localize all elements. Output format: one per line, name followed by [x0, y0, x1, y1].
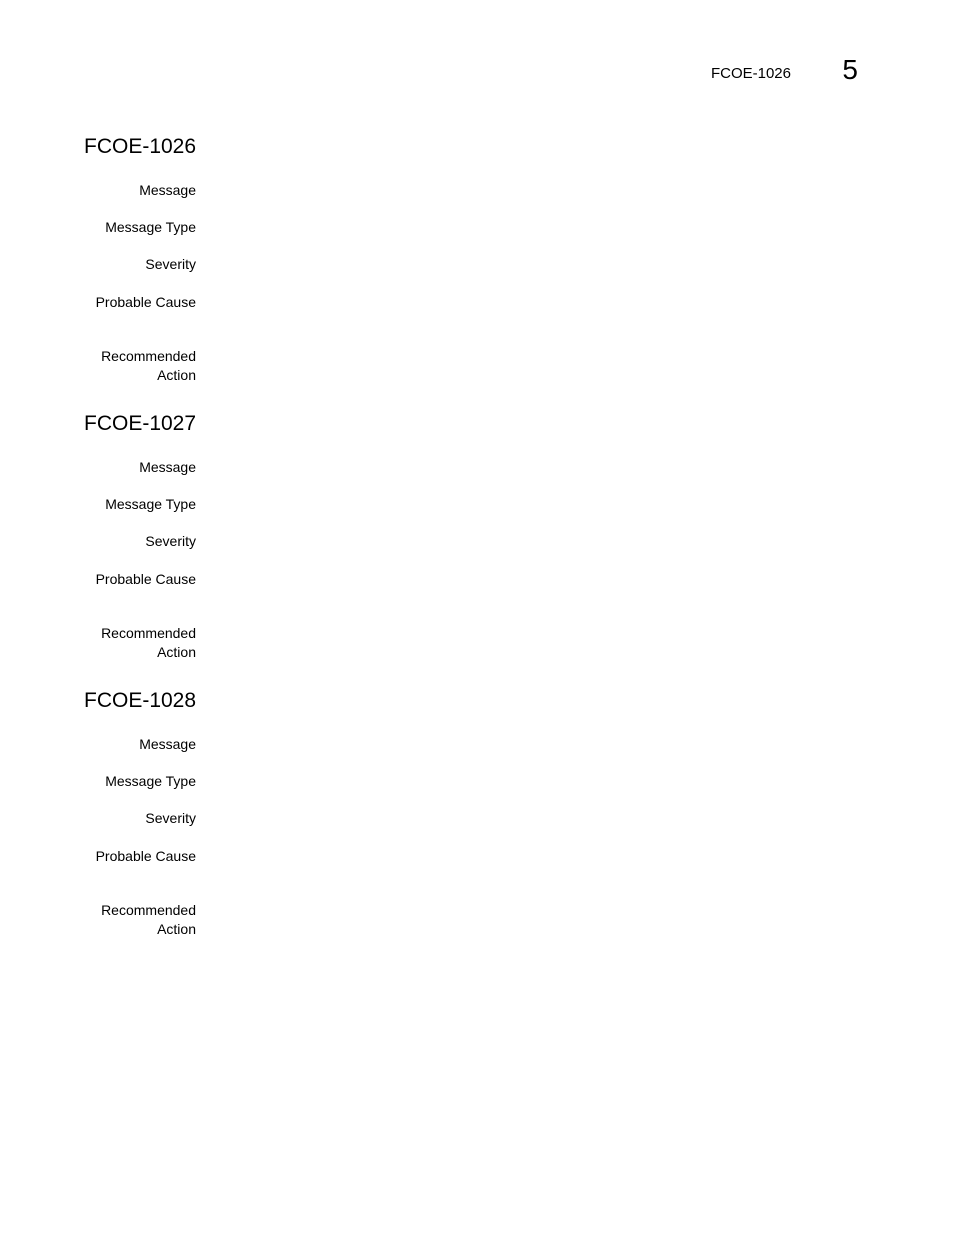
section-title: FCOE-1026 [84, 135, 197, 158]
recommended-action-label: Recommended Action [101, 625, 196, 660]
message-label: Message [139, 736, 196, 752]
chapter-number: 5 [842, 54, 858, 85]
message-type-label: Message Type [105, 773, 196, 789]
probable-cause-label: Probable Cause [95, 571, 196, 587]
message-type-label: Message Type [105, 496, 196, 512]
recommended-action-label: Recommended Action [101, 902, 196, 937]
severity-label: Severity [145, 533, 196, 549]
message-type-label: Message Type [105, 219, 196, 235]
recommended-action-label: Recommended Action [101, 348, 196, 383]
probable-cause-label: Probable Cause [95, 294, 196, 310]
probable-cause-label: Probable Cause [95, 848, 196, 864]
section-title: FCOE-1028 [84, 689, 197, 712]
section-title: FCOE-1027 [84, 412, 197, 435]
message-label: Message [139, 459, 196, 475]
running-header-title: FCOE-1026 [710, 65, 791, 82]
message-label: Message [139, 182, 196, 198]
severity-label: Severity [145, 256, 196, 272]
severity-label: Severity [145, 810, 196, 826]
